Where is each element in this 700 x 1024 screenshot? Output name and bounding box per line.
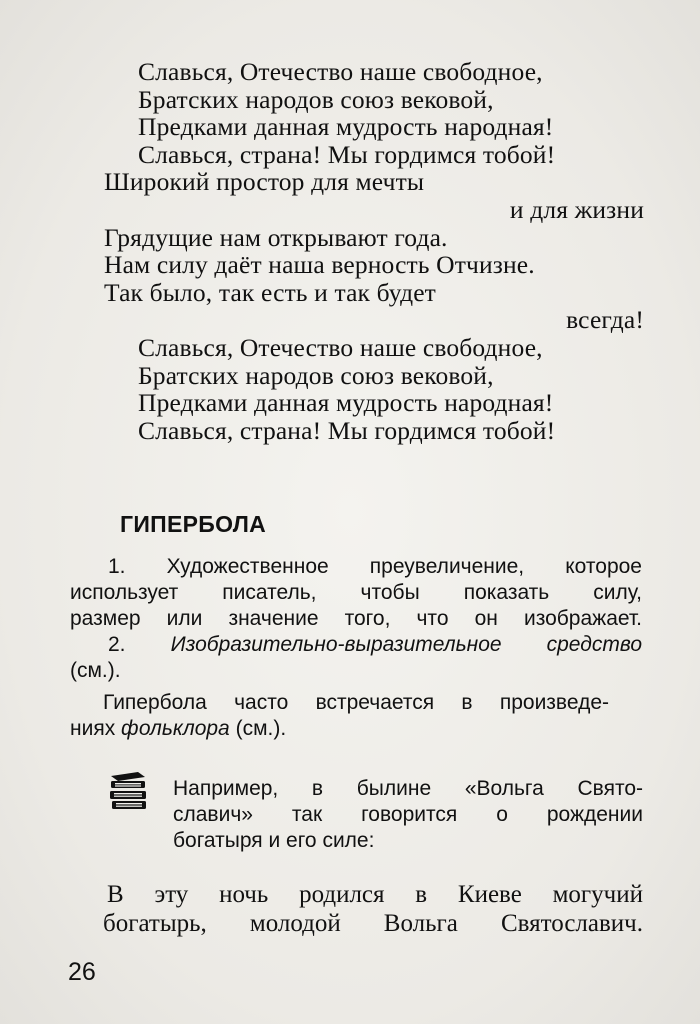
example-intro-line: Например, в былине «Вольга Свято- bbox=[173, 777, 643, 800]
bylina-example bbox=[103, 880, 643, 938]
poem-line: Предками данная мудрость народная! bbox=[138, 112, 554, 142]
hyperbola-paragraph bbox=[70, 690, 642, 742]
paragraph-line: Гипербола часто встречается в произведе- bbox=[103, 691, 609, 714]
example-line: В эту ночь родился в Киеве могучий bbox=[107, 881, 643, 908]
poem-line: Братских народов союз вековой, bbox=[138, 84, 494, 114]
section-heading: ГИПЕРБОЛА bbox=[120, 511, 267, 537]
poem-line: Славься, Отечество наше свободное, bbox=[138, 57, 543, 86]
anthem-poem bbox=[104, 58, 644, 444]
example-line: богатырь, молодой Вольга Святославич. bbox=[103, 910, 643, 937]
poem-line: всегда! bbox=[566, 305, 644, 335]
poem-line: Славься, страна! Мы гордимся тобой! bbox=[138, 415, 556, 445]
books-icon bbox=[108, 770, 148, 812]
definition-line: 1. Художественное преувеличение, которое bbox=[108, 555, 642, 578]
poem-line: Так было, так есть и так будет bbox=[104, 277, 436, 307]
paragraph-prefix: ниях bbox=[70, 717, 116, 740]
definition-2-line bbox=[70, 632, 642, 658]
definition-1 bbox=[70, 554, 642, 684]
poem-line: Славься, Отечество наше свободное, bbox=[138, 332, 543, 362]
definition-2-term: Изобразительно-выразительное средство bbox=[170, 633, 642, 656]
definition-line: использует писатель, чтобы показать силу, bbox=[70, 581, 642, 604]
definition-line: размер или значение того, что он изображает. bbox=[70, 607, 642, 630]
poem-line: Предками данная мудрость народная! bbox=[138, 388, 554, 418]
poem-line: Грядущие нам открывают года. bbox=[104, 222, 448, 252]
poem-line: Братских народов союз вековой, bbox=[138, 360, 494, 390]
poem-line: Нам силу даёт наша верность Отчизне. bbox=[104, 250, 535, 280]
poem-line: и для жизни bbox=[509, 194, 644, 224]
folklore-term: фольклора bbox=[121, 717, 230, 740]
definition-2-ref: (см.). bbox=[70, 659, 121, 682]
example-intro-line: славич» так говорится о рождении bbox=[173, 803, 643, 826]
paragraph-suffix: (см.). bbox=[235, 717, 287, 740]
poem-line: Широкий простор для мечты bbox=[104, 167, 425, 197]
poem-line: Славься, страна! Мы гордимся тобой! bbox=[138, 139, 556, 169]
page-number: 26 bbox=[68, 958, 96, 986]
definition-2-number: 2. bbox=[108, 633, 126, 656]
example-intro-line: богатыря и его силе: bbox=[173, 829, 375, 852]
paragraph-line bbox=[70, 716, 642, 742]
example-intro bbox=[173, 776, 643, 854]
